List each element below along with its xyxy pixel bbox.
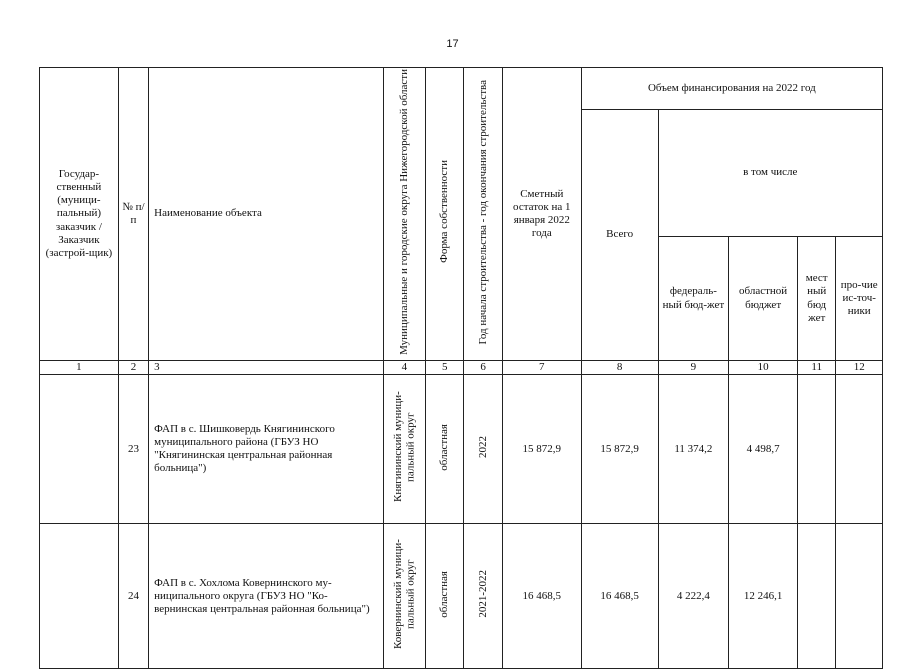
cell-other — [836, 524, 883, 669]
cell-num: 24 — [118, 524, 148, 669]
header-including: в том числе — [658, 110, 882, 237]
column-number: 3 — [149, 361, 383, 375]
column-number: 9 — [658, 361, 729, 375]
funding-table — [39, 67, 883, 669]
cell-num: 23 — [118, 375, 148, 524]
cell-municipal: Княгининский муници-пальный округ — [383, 375, 425, 524]
cell-ownership: областная — [426, 375, 464, 524]
table-row — [40, 524, 883, 669]
cell-object-name: ФАП в с. Хохлома Ковернинского му-ниципального округа (ГБУЗ НО "Ко-вернинская центральная районная больница") — [149, 524, 383, 669]
cell-estimate: 15 872,9 — [502, 375, 581, 524]
column-number: 11 — [797, 361, 835, 375]
cell-federal: 4 222,4 — [658, 524, 729, 669]
column-number: 10 — [729, 361, 798, 375]
page-number: 17 — [446, 38, 459, 50]
column-number: 6 — [464, 361, 502, 375]
cell-total: 15 872,9 — [581, 375, 658, 524]
cell-years: 2022 — [464, 375, 502, 524]
header-years: Год начала строительства - год окончания строительства — [464, 68, 502, 361]
cell-municipal: Ковернинский муници-пальный округ — [383, 524, 425, 669]
header-funding: Объем финансирования на 2022 год — [581, 68, 882, 110]
column-number: 1 — [40, 361, 119, 375]
cell-customer — [40, 375, 119, 524]
header-total: Всего — [581, 110, 658, 361]
cell-estimate: 16 468,5 — [502, 524, 581, 669]
header-object-name: Наименование объекта — [149, 68, 383, 361]
cell-customer — [40, 524, 119, 669]
header-num: № п/п — [118, 68, 148, 361]
column-number: 12 — [836, 361, 883, 375]
header-local: мест ный бюд жет — [797, 237, 835, 361]
cell-federal: 11 374,2 — [658, 375, 729, 524]
column-number: 4 — [383, 361, 425, 375]
column-number: 7 — [502, 361, 581, 375]
cell-regional: 4 498,7 — [729, 375, 798, 524]
column-number: 5 — [426, 361, 464, 375]
header-other: про-чие ис-точ-ники — [836, 237, 883, 361]
column-number-row — [40, 361, 883, 375]
column-number: 8 — [581, 361, 658, 375]
header-regional: областной бюджет — [729, 237, 798, 361]
cell-regional: 12 246,1 — [729, 524, 798, 669]
header-customer: Государ-ственный (муници-пальный) заказчик / Заказчик (застрой-щик) — [40, 68, 119, 361]
header-estimate: Сметный остаток на 1 января 2022 года — [502, 68, 581, 361]
cell-local — [797, 524, 835, 669]
header-federal: федераль-ный бюд-жет — [658, 237, 729, 361]
cell-local — [797, 375, 835, 524]
cell-years: 2021-2022 — [464, 524, 502, 669]
cell-other — [836, 375, 883, 524]
cell-object-name: ФАП в с. Шишковердь Княгининского муниципального района (ГБУЗ НО "Княгининская центральная районная больница") — [149, 375, 383, 524]
header-ownership: Форма собственности — [426, 68, 464, 361]
column-number: 2 — [118, 361, 148, 375]
cell-total: 16 468,5 — [581, 524, 658, 669]
table-row — [40, 375, 883, 524]
header-municipal: Муниципальные и городские округа Нижегородской области — [383, 68, 425, 361]
cell-ownership: областная — [426, 524, 464, 669]
